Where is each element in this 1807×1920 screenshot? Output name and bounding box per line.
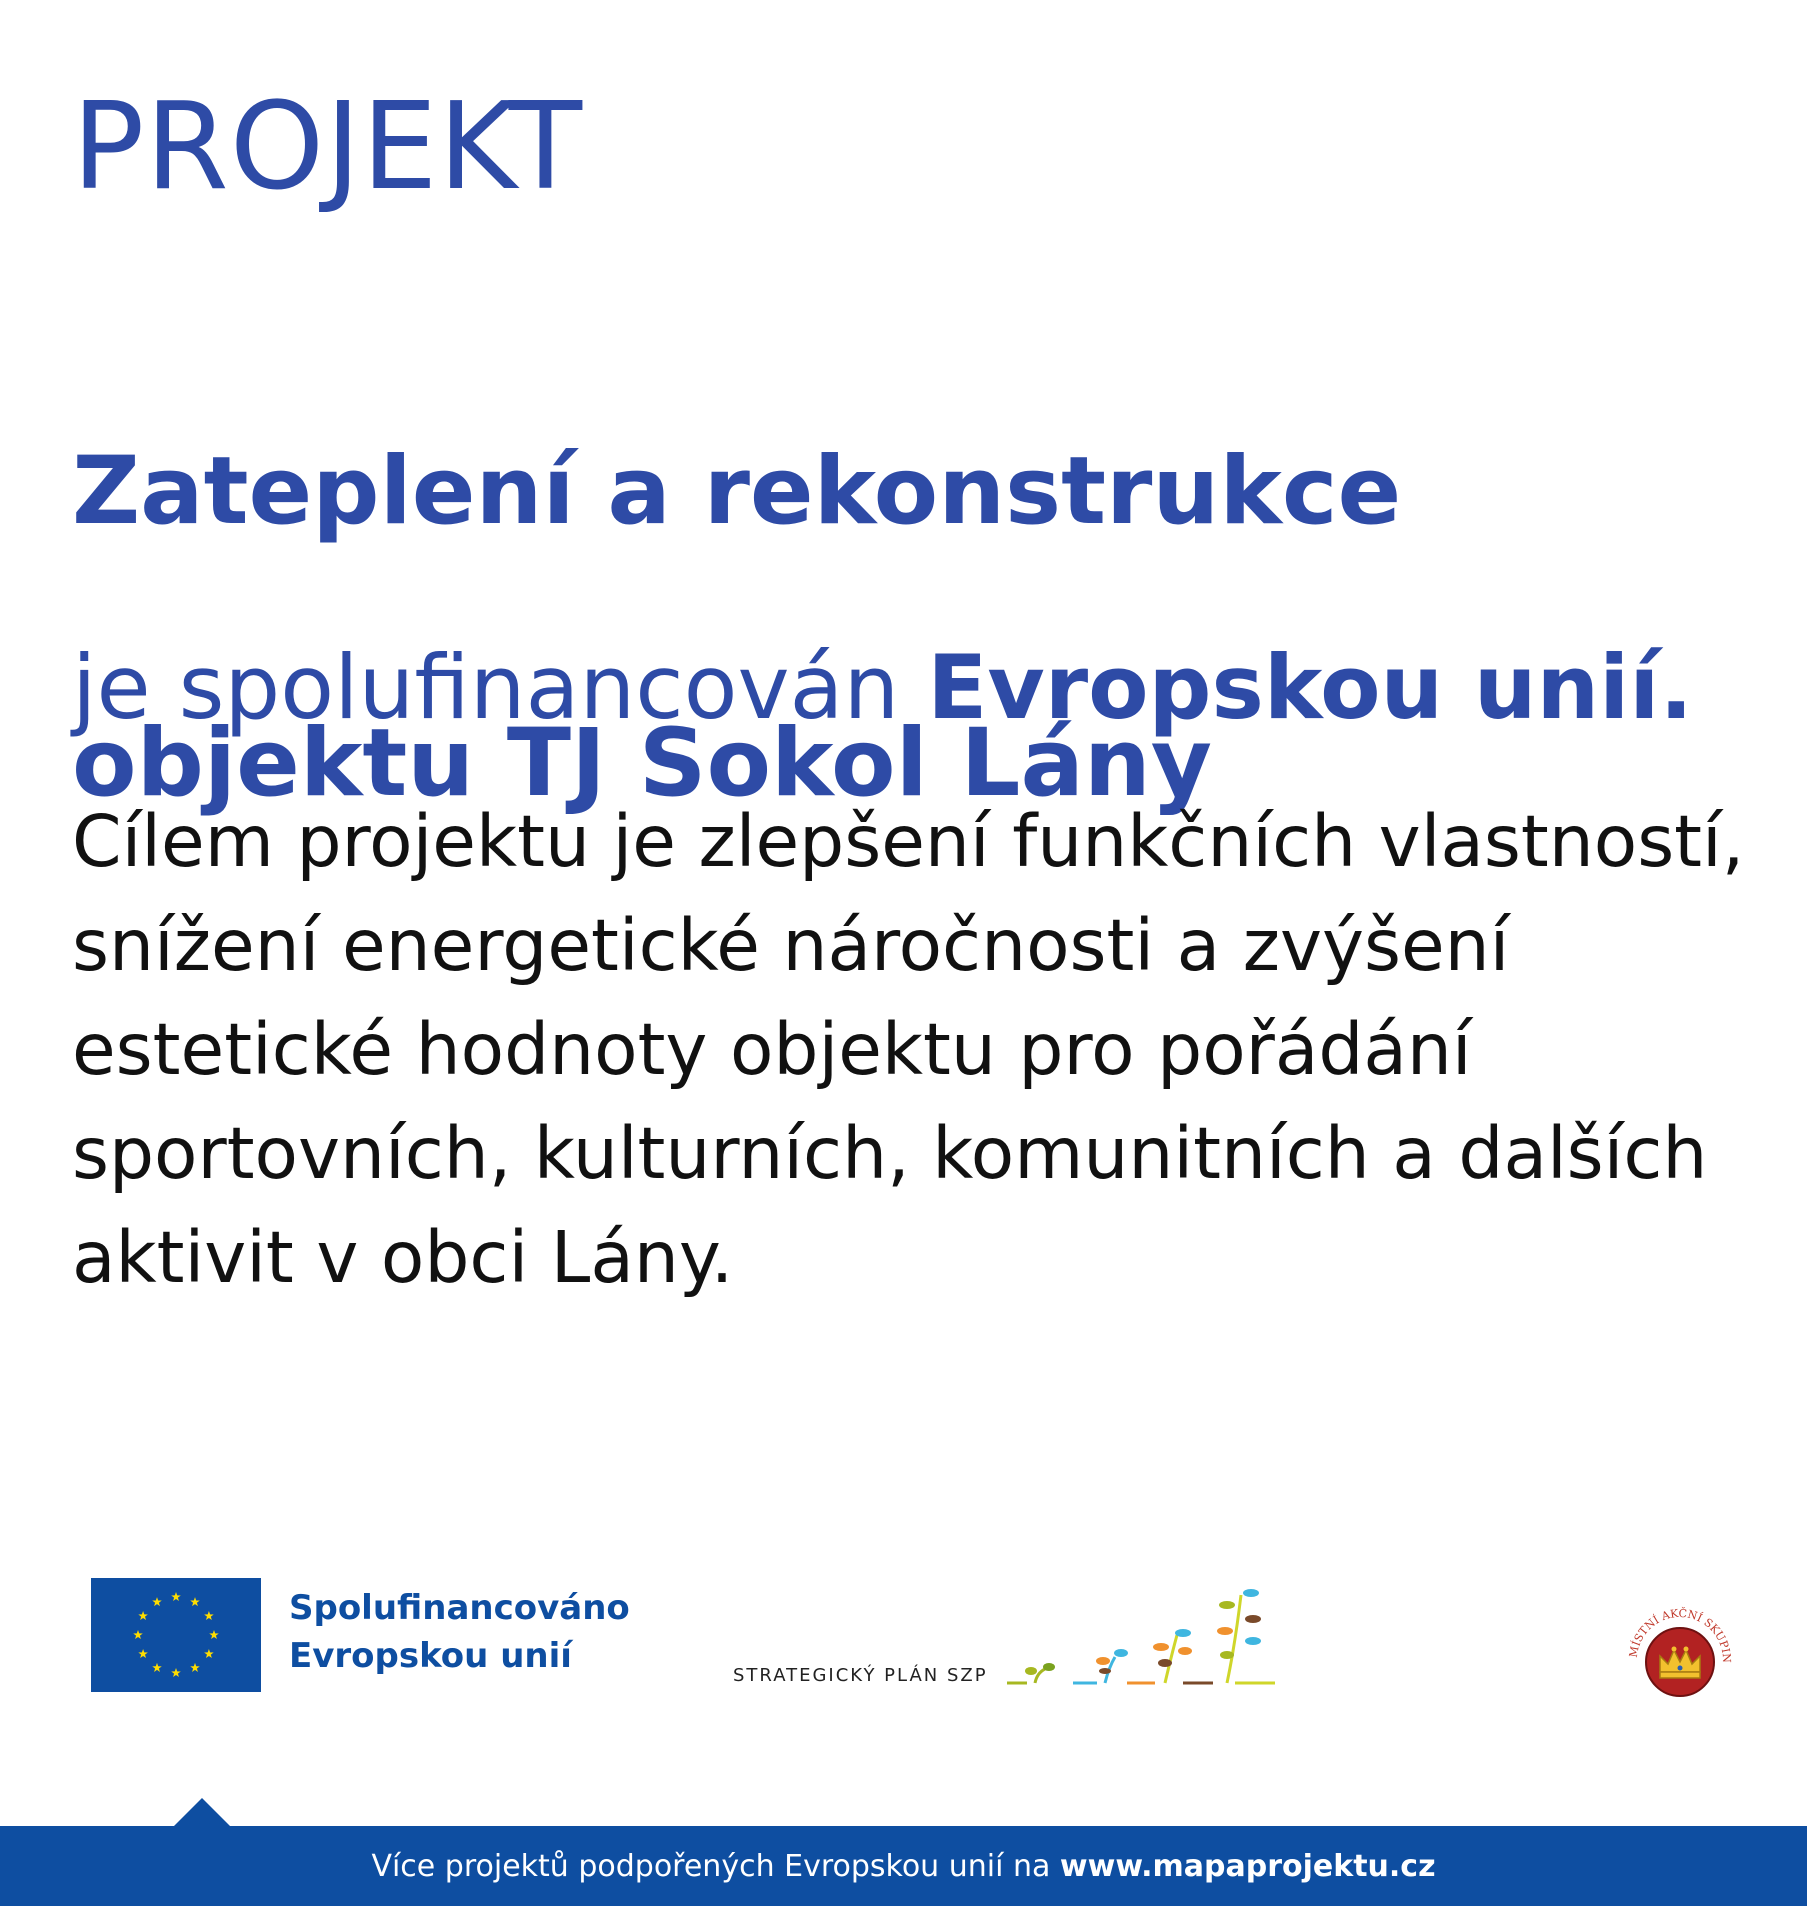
bottom-bar-notch: [174, 1798, 230, 1826]
footer-text: [371, 1849, 1435, 1884]
eu-star: [204, 1649, 214, 1658]
eu-flag-icon: [91, 1578, 261, 1692]
mas-svatovaclavsko-logo: [1615, 1598, 1745, 1698]
eu-star: [171, 1668, 181, 1677]
eu-star: [190, 1597, 200, 1606]
project-title-line-2: objektu TJ Sokol Lány: [72, 709, 1213, 818]
eu-star: [133, 1630, 143, 1639]
eu-star: [209, 1630, 219, 1639]
eu-star: [138, 1611, 148, 1620]
footer-prefix: Více projektů podpořených Evropskou unií na: [371, 1848, 1060, 1884]
eu-star: [152, 1597, 162, 1606]
project-description: Cílem projektu je zlepšení funkčních vlastností, snížení energetické náročnosti a zvýšení estetické hodnoty objektu pro pořádání sportovních, kulturních, komunitních a dalších aktivit v obci Lány.: [72, 800, 1745, 1299]
eu-star: [190, 1663, 200, 1672]
project-title-line-1: Zateplení a rekonstrukce: [72, 437, 1402, 546]
eu-logo-line-1: Spolufinancováno: [289, 1588, 630, 1628]
cofinancing-emphasis: Evropskou unií.: [927, 636, 1693, 739]
eu-cofinanced-logo-text: [289, 1584, 630, 1680]
cofinancing-statement: [72, 636, 1693, 739]
footer-url-link[interactable]: www.mapaprojektu.cz: [1059, 1848, 1436, 1884]
eu-star: [204, 1611, 214, 1620]
eu-star: [171, 1592, 181, 1601]
sprouts-graphic: [1005, 1575, 1295, 1695]
eu-star: [152, 1663, 162, 1672]
footer-bar: [0, 1826, 1807, 1906]
szp-label: STRATEGICKÝ PLÁN SZP: [733, 1665, 988, 1686]
mas-arc-textpath: MÍSTNÍ AKČNÍ SKUPIN: [1626, 1606, 1734, 1664]
project-label: PROJEKT: [72, 78, 584, 217]
cofinancing-prefix: je spolufinancován: [72, 636, 928, 739]
eu-logo-line-2: Evropskou unií: [289, 1636, 572, 1676]
eu-star: [138, 1649, 148, 1658]
